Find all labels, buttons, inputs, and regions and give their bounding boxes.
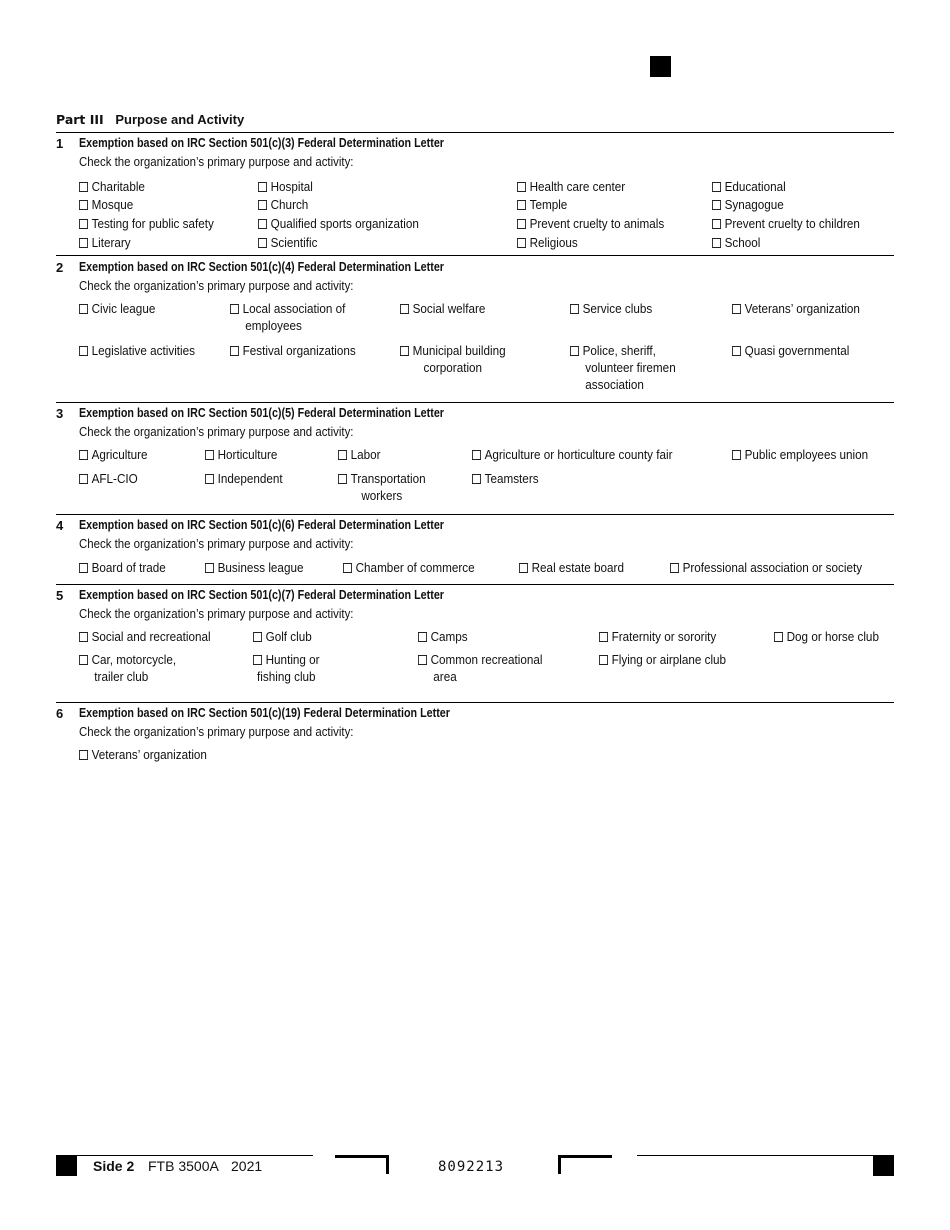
checkbox-professional-association[interactable]: Professional association or society: [670, 559, 862, 576]
checkbox-social-recreational[interactable]: Social and recreational: [79, 628, 211, 645]
checkbox-scientific[interactable]: Scientific: [258, 234, 317, 251]
checkbox-icon: [230, 304, 239, 314]
checkbox-public-employees-union[interactable]: Public employees union: [732, 446, 868, 463]
line-number-2: 2: [56, 260, 64, 275]
section-2-instruction: Check the organization’s primary purpose and activity:: [79, 278, 354, 293]
line-number-4: 4: [56, 518, 64, 533]
divider: [56, 255, 894, 256]
part-header: [56, 112, 244, 127]
corner-mark-left: [335, 1155, 389, 1174]
registration-mark-bottom-left: [56, 1155, 77, 1176]
checkbox-county-fair[interactable]: Agriculture or horticulture county fair: [472, 446, 673, 463]
checkbox-car-motorcycle-trailer[interactable]: Car, motorcycle, trailer club: [79, 651, 176, 685]
checkbox-icon: [230, 346, 239, 356]
checkbox-icon: [472, 450, 481, 460]
registration-mark-bottom-right: [873, 1155, 894, 1176]
checkbox-icon: [205, 450, 214, 460]
checkbox-agriculture[interactable]: Agriculture: [79, 446, 148, 463]
checkbox-fraternity-sorority[interactable]: Fraternity or sorority: [599, 628, 716, 645]
checkbox-icon: [343, 563, 352, 573]
checkbox-golf-club[interactable]: Golf club: [253, 628, 312, 645]
checkbox-camps[interactable]: Camps: [418, 628, 468, 645]
footer-year: 2021: [231, 1158, 263, 1174]
divider: [56, 702, 894, 703]
checkbox-dog-horse-club[interactable]: Dog or horse club: [774, 628, 879, 645]
section-5-instruction: Check the organization’s primary purpose and activity:: [79, 606, 354, 621]
section-1-title: Exemption based on IRC Section 501(c)(3) Federal Determination Letter: [79, 136, 444, 150]
checkbox-teamsters[interactable]: Teamsters: [472, 470, 539, 487]
checkbox-legislative-activities[interactable]: Legislative activities: [79, 342, 195, 359]
checkbox-educational[interactable]: Educational: [712, 178, 786, 195]
checkbox-real-estate-board[interactable]: Real estate board: [519, 559, 624, 576]
checkbox-icon: [79, 655, 88, 665]
checkbox-police-sheriff[interactable]: Police, sheriff, volunteer firemen association: [570, 342, 676, 393]
checkbox-independent[interactable]: Independent: [205, 470, 283, 487]
section-1-instruction: Check the organization’s primary purpose and activity:: [79, 154, 354, 169]
checkbox-flying-airplane-club[interactable]: Flying or airplane club: [599, 651, 726, 668]
divider: [56, 514, 894, 515]
section-4-instruction: Check the organization’s primary purpose and activity:: [79, 536, 354, 551]
section-5-title: Exemption based on IRC Section 501(c)(7) Federal Determination Letter: [79, 588, 444, 602]
checkbox-church[interactable]: Church: [258, 196, 308, 213]
checkbox-icon: [79, 563, 88, 573]
checkbox-afl-cio[interactable]: AFL-CIO: [79, 470, 138, 487]
section-6-instruction: Check the organization’s primary purpose and activity:: [79, 724, 354, 739]
checkbox-social-welfare[interactable]: Social welfare: [400, 300, 485, 317]
corner-mark-right: [558, 1155, 612, 1174]
checkbox-civic-league[interactable]: Civic league: [79, 300, 155, 317]
checkbox-common-recreational-area[interactable]: Common recreational area: [418, 651, 542, 685]
checkbox-icon: [338, 450, 347, 460]
checkbox-icon: [79, 750, 88, 760]
checkbox-icon: [418, 655, 427, 665]
checkbox-hunting-fishing[interactable]: Hunting or fishing club: [253, 651, 320, 685]
checkbox-health-care-center[interactable]: Health care center: [517, 178, 625, 195]
line-number-5: 5: [56, 588, 64, 603]
part-label: Part III: [56, 112, 104, 127]
checkbox-icon: [253, 655, 262, 665]
checkbox-icon: [472, 474, 481, 484]
divider: [56, 402, 894, 403]
form-code: 8092213: [438, 1159, 505, 1175]
checkbox-board-of-trade[interactable]: Board of trade: [79, 559, 166, 576]
checkbox-charitable[interactable]: Charitable: [79, 178, 145, 195]
checkbox-icon: [732, 450, 741, 460]
checkbox-quasi-governmental[interactable]: Quasi governmental: [732, 342, 849, 359]
registration-mark-top: [650, 56, 671, 77]
checkbox-chamber-of-commerce[interactable]: Chamber of commerce: [343, 559, 475, 576]
checkbox-veterans-organization-19[interactable]: Veterans’ organization: [79, 746, 207, 763]
checkbox-icon: [712, 219, 721, 229]
checkbox-horticulture[interactable]: Horticulture: [205, 446, 277, 463]
divider: [56, 132, 894, 133]
checkbox-icon: [205, 563, 214, 573]
checkbox-icon: [418, 632, 427, 642]
checkbox-icon: [258, 238, 267, 248]
line-number-6: 6: [56, 706, 64, 721]
checkbox-icon: [79, 238, 88, 248]
checkbox-religious[interactable]: Religious: [517, 234, 578, 251]
checkbox-icon: [712, 200, 721, 210]
section-3-title: Exemption based on IRC Section 501(c)(5) Federal Determination Letter: [79, 406, 444, 420]
divider: [56, 584, 894, 585]
checkbox-service-clubs[interactable]: Service clubs: [570, 300, 652, 317]
checkbox-testing-public-safety[interactable]: Testing for public safety: [79, 215, 214, 232]
section-2-title: Exemption based on IRC Section 501(c)(4) Federal Determination Letter: [79, 260, 444, 274]
line-number-3: 3: [56, 406, 64, 421]
checkbox-literary[interactable]: Literary: [79, 234, 131, 251]
checkbox-icon: [79, 632, 88, 642]
checkbox-icon: [774, 632, 783, 642]
checkbox-icon: [79, 304, 88, 314]
checkbox-icon: [258, 182, 267, 192]
checkbox-icon: [258, 219, 267, 229]
checkbox-transportation-workers[interactable]: Transportation workers: [338, 470, 426, 504]
section-6-title: Exemption based on IRC Section 501(c)(19) Federal Determination Letter: [79, 706, 450, 720]
checkbox-hospital[interactable]: Hospital: [258, 178, 313, 195]
section-3-instruction: Check the organization’s primary purpose and activity:: [79, 424, 354, 439]
footer-rule-left: [56, 1155, 313, 1156]
checkbox-icon: [570, 346, 579, 356]
checkbox-school[interactable]: School: [712, 234, 760, 251]
checkbox-icon: [338, 474, 347, 484]
checkbox-local-association[interactable]: Local association of employees: [230, 300, 345, 334]
checkbox-icon: [732, 304, 741, 314]
checkbox-icon: [570, 304, 579, 314]
checkbox-icon: [400, 346, 409, 356]
checkbox-icon: [519, 563, 528, 573]
checkbox-icon: [79, 219, 88, 229]
footer-form: FTB 3500A: [148, 1158, 219, 1174]
checkbox-icon: [517, 219, 526, 229]
checkbox-business-league[interactable]: Business league: [205, 559, 303, 576]
checkbox-icon: [79, 450, 88, 460]
checkbox-qualified-sports[interactable]: Qualified sports organization: [258, 215, 419, 232]
checkbox-icon: [79, 200, 88, 210]
checkbox-labor[interactable]: Labor: [338, 446, 381, 463]
checkbox-prevent-cruelty-children[interactable]: Prevent cruelty to children: [712, 215, 860, 232]
checkbox-icon: [79, 182, 88, 192]
checkbox-icon: [517, 238, 526, 248]
checkbox-municipal-building[interactable]: Municipal building corporation: [400, 342, 506, 376]
checkbox-mosque[interactable]: Mosque: [79, 196, 133, 213]
checkbox-icon: [732, 346, 741, 356]
part-title: Purpose and Activity: [115, 112, 245, 127]
checkbox-temple[interactable]: Temple: [517, 196, 567, 213]
checkbox-icon: [517, 200, 526, 210]
checkbox-icon: [400, 304, 409, 314]
line-number-1: 1: [56, 136, 64, 151]
checkbox-icon: [79, 474, 88, 484]
section-4-title: Exemption based on IRC Section 501(c)(6) Federal Determination Letter: [79, 518, 444, 532]
checkbox-icon: [712, 238, 721, 248]
checkbox-icon: [670, 563, 679, 573]
checkbox-icon: [517, 182, 526, 192]
checkbox-icon: [712, 182, 721, 192]
checkbox-prevent-cruelty-animals[interactable]: Prevent cruelty to animals: [517, 215, 664, 232]
checkbox-icon: [599, 632, 608, 642]
checkbox-synagogue[interactable]: Synagogue: [712, 196, 784, 213]
checkbox-icon: [205, 474, 214, 484]
footer-rule-right: [637, 1155, 894, 1156]
checkbox-festival-organizations[interactable]: Festival organizations: [230, 342, 356, 359]
checkbox-icon: [258, 200, 267, 210]
checkbox-icon: [599, 655, 608, 665]
checkbox-veterans-organization[interactable]: Veterans’ organization: [732, 300, 860, 317]
checkbox-icon: [79, 346, 88, 356]
checkbox-icon: [253, 632, 262, 642]
footer-side: Side 2: [93, 1158, 135, 1174]
